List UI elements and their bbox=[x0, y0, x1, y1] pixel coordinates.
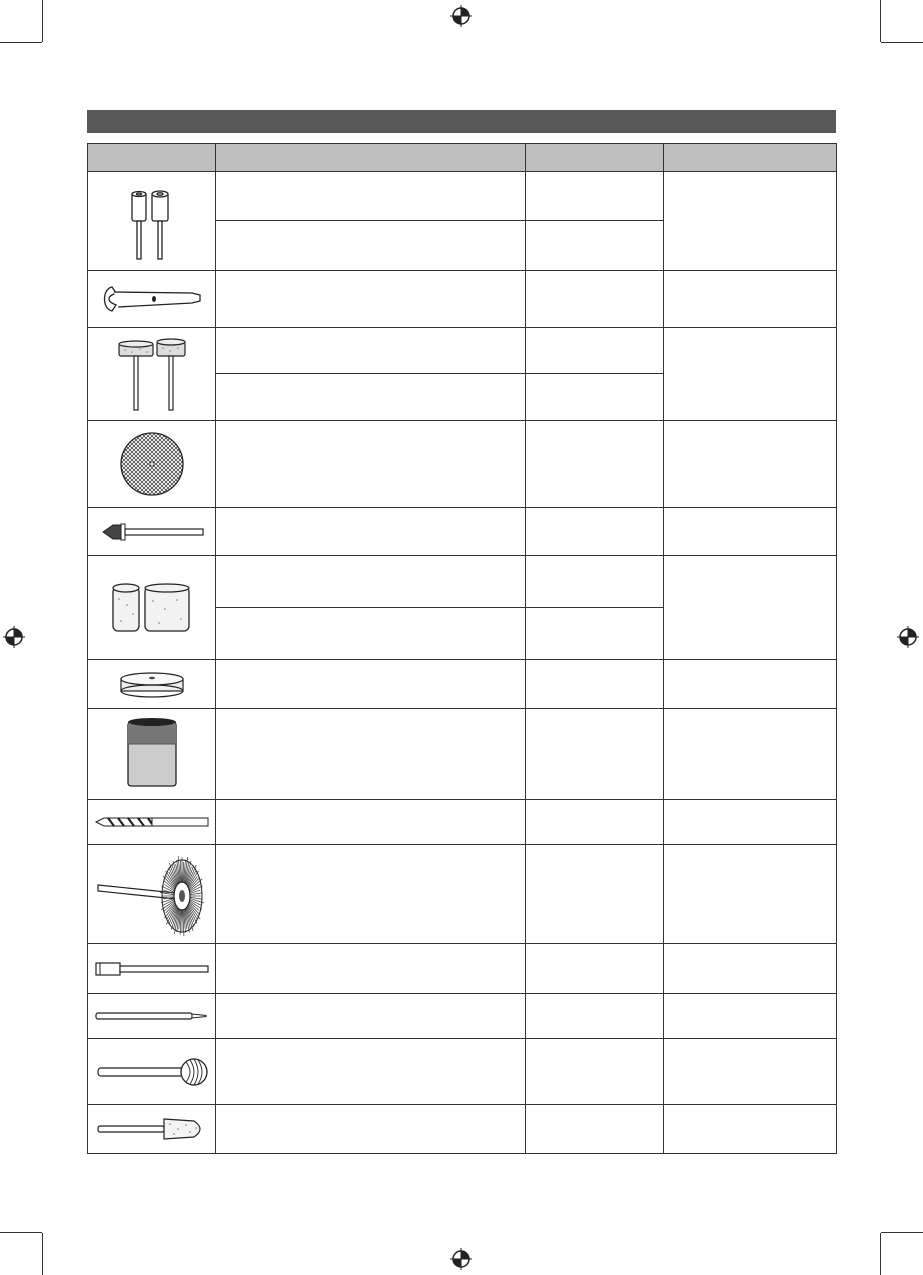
table-row bbox=[88, 271, 837, 328]
crop-mark bbox=[881, 42, 923, 43]
table-row bbox=[88, 1105, 837, 1154]
image-cell bbox=[88, 508, 216, 556]
crop-mark bbox=[42, 1233, 43, 1275]
sanding-drum-icon bbox=[112, 181, 192, 261]
crop-mark bbox=[0, 42, 42, 43]
wrench-icon bbox=[100, 279, 204, 319]
registration-mark-icon bbox=[897, 626, 919, 648]
image-cell bbox=[88, 172, 216, 271]
grinding-stone-icon bbox=[107, 336, 197, 412]
table-row bbox=[88, 709, 837, 800]
accessories-table bbox=[87, 143, 837, 1154]
crop-mark bbox=[880, 0, 881, 42]
table-row bbox=[88, 845, 837, 944]
table-row bbox=[88, 1039, 837, 1105]
mandrel-icon bbox=[99, 521, 205, 543]
engraving-bit-icon bbox=[94, 1010, 210, 1022]
felt-polishing-wheel-icon bbox=[117, 670, 187, 698]
ball-burr-icon bbox=[94, 1054, 210, 1090]
crop-mark bbox=[0, 1232, 42, 1233]
crop-mark bbox=[880, 1233, 881, 1275]
image-cell bbox=[88, 994, 216, 1039]
table-row bbox=[88, 328, 837, 374]
felt-cone-icon bbox=[94, 1115, 210, 1143]
crop-mark bbox=[42, 0, 43, 42]
image-cell bbox=[88, 1105, 216, 1154]
image-cell bbox=[88, 556, 216, 660]
column-header bbox=[526, 144, 664, 172]
collet-icon bbox=[94, 961, 210, 977]
table-row bbox=[88, 508, 837, 556]
image-cell bbox=[88, 421, 216, 508]
crop-mark bbox=[881, 1232, 923, 1233]
table-row bbox=[88, 660, 837, 709]
wire-brush-icon bbox=[94, 849, 210, 939]
image-cell bbox=[88, 1039, 216, 1105]
registration-mark-icon bbox=[450, 1248, 472, 1270]
column-header bbox=[664, 144, 837, 172]
registration-mark-icon bbox=[3, 626, 25, 648]
image-cell bbox=[88, 709, 216, 800]
column-header bbox=[88, 144, 216, 172]
image-cell bbox=[88, 328, 216, 421]
drill-bit-icon bbox=[94, 815, 210, 829]
image-cell bbox=[88, 845, 216, 944]
column-header bbox=[216, 144, 526, 172]
image-cell bbox=[88, 660, 216, 709]
image-cell bbox=[88, 944, 216, 994]
polishing-compound-icon bbox=[122, 716, 182, 792]
cutting-disc-icon bbox=[118, 430, 186, 498]
sanding-band-icon bbox=[107, 581, 197, 635]
table-row bbox=[88, 800, 837, 845]
table-row bbox=[88, 994, 837, 1039]
image-cell bbox=[88, 800, 216, 845]
table-row bbox=[88, 944, 837, 994]
table-header-row bbox=[88, 144, 837, 172]
table-row bbox=[88, 172, 837, 221]
section-title-bar bbox=[87, 110, 836, 133]
registration-mark-icon bbox=[450, 5, 472, 27]
table-row bbox=[88, 556, 837, 608]
table-row bbox=[88, 421, 837, 508]
image-cell bbox=[88, 271, 216, 328]
